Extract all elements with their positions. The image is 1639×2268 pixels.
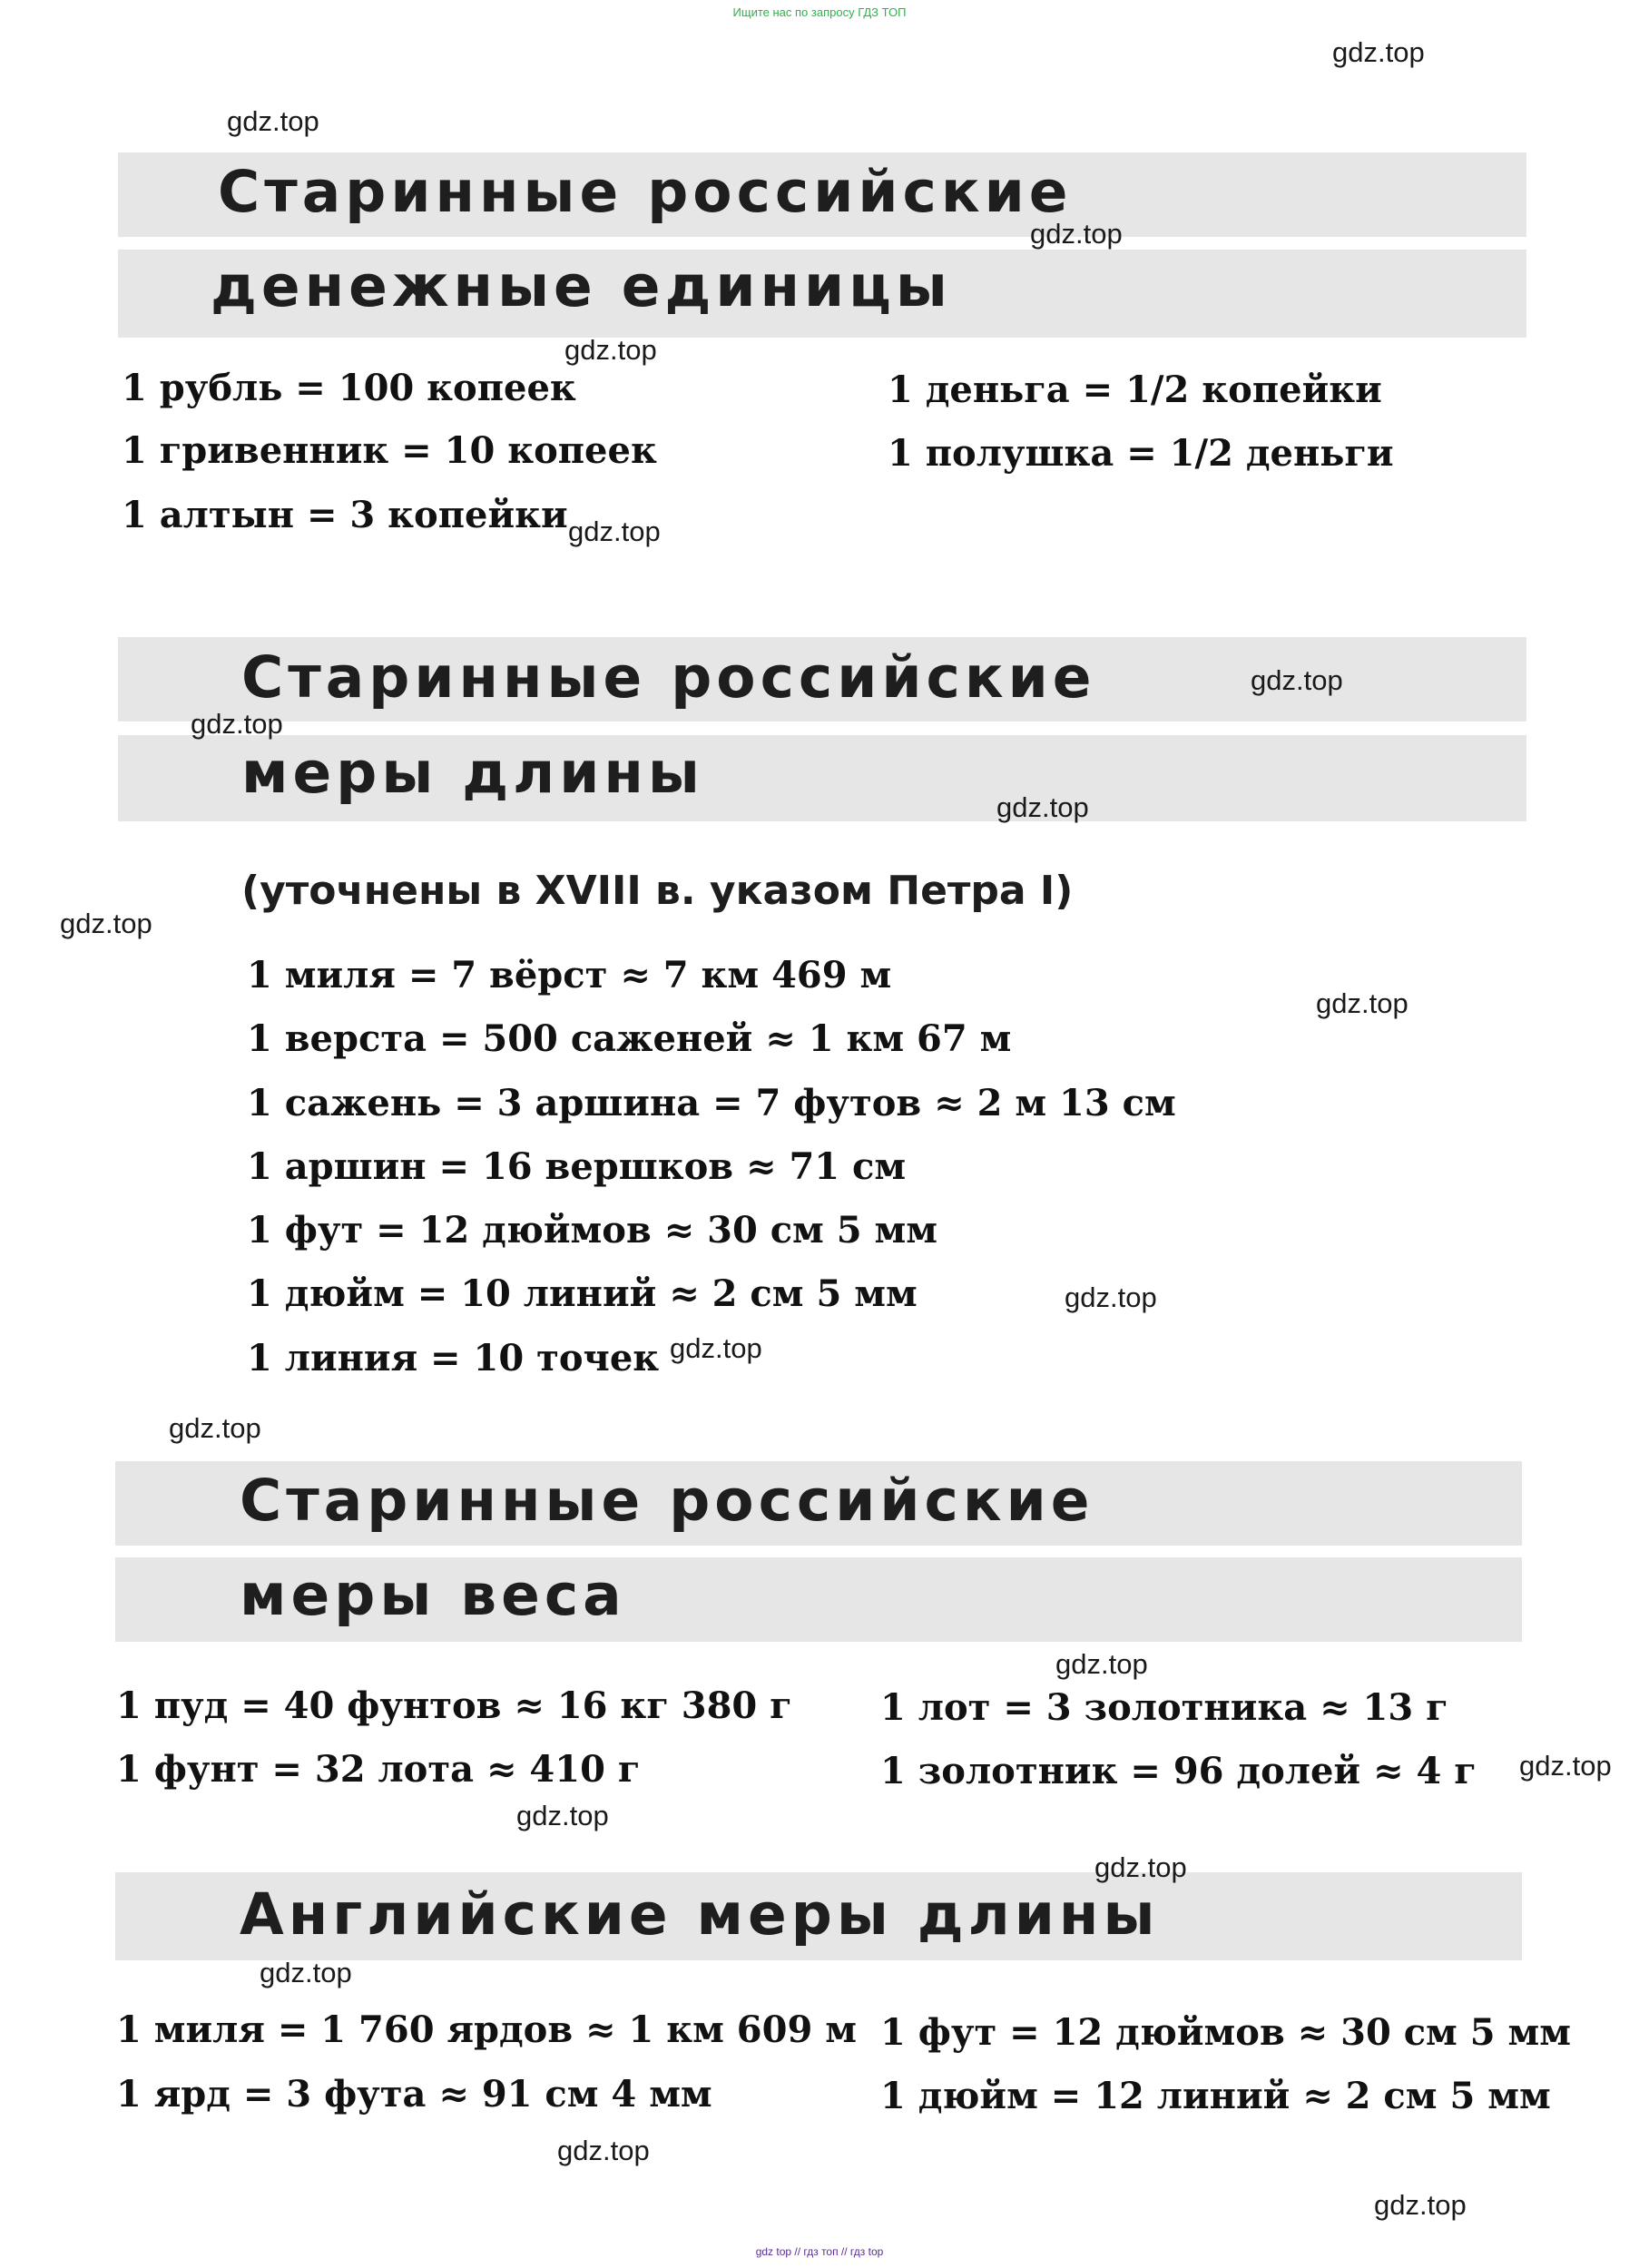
weight-right-1: 1 лот = 3 золотника ≈ 13 г — [880, 1686, 1448, 1729]
watermark: gdz.top — [1332, 36, 1425, 68]
bottom-banner: gdz top // гдз топ // гдз top — [755, 2245, 884, 2258]
length-item-3: 1 сажень = 3 аршина = 7 футов ≈ 2 м 13 см — [247, 1082, 1176, 1124]
length-item-1: 1 миля = 7 вёрст ≈ 7 км 469 м — [247, 954, 892, 997]
watermark: gdz.top — [1065, 1281, 1157, 1313]
length-item-2: 1 верста = 500 саженей ≈ 1 км 67 м — [247, 1017, 1012, 1060]
weight-right-2: 1 золотник = 96 долей ≈ 4 г — [880, 1750, 1477, 1792]
top-banner: Ищите нас по запросу ГДЗ ТОП — [732, 5, 907, 19]
watermark: gdz.top — [1055, 1648, 1148, 1680]
length-item-7: 1 линия = 10 точек — [247, 1337, 660, 1379]
length-title-line-1: Старинные российские — [241, 644, 1096, 711]
watermark: gdz.top — [260, 1957, 352, 1988]
weight-title-line-2: меры веса — [240, 1562, 626, 1628]
watermark: gdz.top — [1316, 987, 1408, 1019]
watermark: gdz.top — [516, 1800, 609, 1831]
length-title-line-2: меры длины — [241, 740, 704, 806]
money-title-line-2: денежные единицы — [211, 253, 952, 319]
money-title-line-1: Старинные российские — [218, 159, 1073, 225]
watermark: gdz.top — [227, 105, 319, 137]
length-item-6: 1 дюйм = 10 линий ≈ 2 см 5 мм — [247, 1272, 918, 1315]
weight-left-1: 1 пуд = 40 фунтов ≈ 16 кг 380 г — [116, 1684, 792, 1727]
watermark: gdz.top — [60, 908, 152, 939]
watermark: gdz.top — [191, 708, 283, 740]
length-item-4: 1 аршин = 16 вершков ≈ 71 см — [247, 1145, 907, 1188]
weight-title-line-1: Старинные российские — [240, 1468, 1094, 1534]
watermark: gdz.top — [996, 791, 1089, 823]
watermark: gdz.top — [169, 1412, 261, 1444]
money-left-3: 1 алтын = 3 копейки — [122, 494, 568, 536]
english-title: Английские меры длины — [240, 1881, 1160, 1948]
watermark: gdz.top — [1251, 664, 1343, 696]
watermark: gdz.top — [1519, 1750, 1612, 1782]
watermark: gdz.top — [564, 334, 657, 366]
watermark: gdz.top — [1374, 2189, 1467, 2221]
watermark: gdz.top — [568, 515, 661, 547]
english-left-2: 1 ярд = 3 фута ≈ 91 см 4 мм — [116, 2073, 712, 2116]
length-note: (уточнены в XVIII в. указом Петра I) — [241, 868, 1074, 914]
length-item-5: 1 фут = 12 дюймов ≈ 30 см 5 мм — [247, 1209, 937, 1252]
money-right-1: 1 деньга = 1/2 копейки — [888, 368, 1382, 411]
english-right-1: 1 фут = 12 дюймов ≈ 30 см 5 мм — [880, 2011, 1571, 2054]
money-left-1: 1 рубль = 100 копеек — [122, 367, 576, 409]
watermark: gdz.top — [670, 1332, 762, 1364]
weight-left-2: 1 фунт = 32 лота ≈ 410 г — [116, 1748, 641, 1791]
english-right-2: 1 дюйм = 12 линий ≈ 2 см 5 мм — [880, 2075, 1551, 2117]
watermark: gdz.top — [1094, 1851, 1187, 1883]
watermark: gdz.top — [557, 2135, 650, 2166]
english-left-1: 1 миля = 1 760 ярдов ≈ 1 км 609 м — [116, 2008, 857, 2051]
money-right-2: 1 полушка = 1/2 деньги — [888, 432, 1394, 475]
watermark: gdz.top — [1030, 218, 1123, 250]
money-left-2: 1 гривенник = 10 копеек — [122, 429, 657, 472]
